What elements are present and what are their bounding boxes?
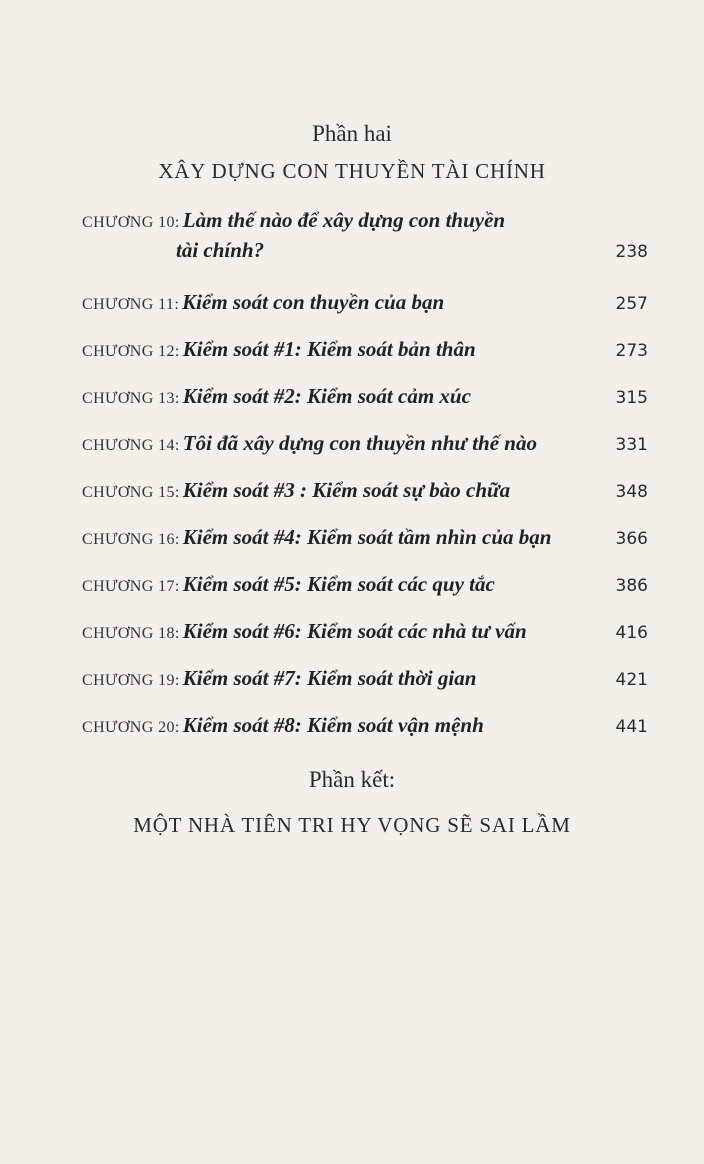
page-number: 348 — [615, 482, 648, 502]
page-number: 386 — [615, 576, 648, 596]
toc-entry-chapter-12 — [82, 337, 648, 367]
part-two-label: Phần hai — [312, 121, 392, 146]
chapter-title: Tôi đã xây dựng con thuyền như thế nào — [182, 431, 537, 455]
chapter-number: CHƯƠNG 13: — [82, 390, 180, 407]
chapter-title: Kiểm soát #4: Kiểm soát tầm nhìn của bạn — [182, 525, 552, 549]
page-number: 366 — [615, 529, 648, 549]
toc-entry-chapter-10 — [82, 208, 648, 268]
chapter-title: Kiểm soát #7: Kiểm soát thời gian — [182, 666, 477, 690]
toc-entry-chapter-17 — [82, 572, 648, 602]
chapter-number: CHƯƠNG 11: — [82, 296, 180, 313]
chapter-number: CHƯƠNG 15: — [82, 484, 180, 501]
chapter-title: Làm thế nào để xây dựng con thuyền — [182, 208, 506, 232]
chapter-title: Kiểm soát #8: Kiểm soát vận mệnh — [182, 713, 484, 737]
toc-entry-chapter-19 — [82, 666, 648, 696]
epilogue-label: Phần kết: — [308, 767, 396, 792]
chapter-number: CHƯƠNG 19: — [82, 672, 180, 689]
page-number: 421 — [615, 670, 648, 690]
chapter-title: Kiểm soát con thuyền của bạn — [182, 290, 445, 314]
chapter-title: Kiểm soát #6: Kiểm soát các nhà tư vấn — [182, 619, 527, 643]
chapter-number: CHƯƠNG 10: — [82, 214, 180, 231]
page-number: 238 — [615, 242, 648, 262]
toc-entry-chapter-16 — [82, 525, 648, 555]
toc-entry-chapter-13 — [82, 384, 648, 414]
page-number: 315 — [615, 388, 648, 408]
page-number: 416 — [615, 623, 648, 643]
chapter-number: CHƯƠNG 18: — [82, 625, 180, 642]
chapter-title: Kiểm soát #3 : Kiểm soát sự bào chữa — [182, 478, 511, 502]
chapter-title: Kiểm soát #1: Kiểm soát bản thân — [182, 337, 476, 361]
toc-entry-chapter-11 — [82, 290, 648, 320]
chapter-number: CHƯƠNG 20: — [82, 719, 180, 736]
page-number: 273 — [615, 341, 648, 361]
toc-entry-chapter-18 — [82, 619, 648, 649]
chapter-number: CHƯƠNG 12: — [82, 343, 180, 360]
chapter-title-continued: tài chính? — [176, 238, 265, 262]
chapter-title: Kiểm soát #5: Kiểm soát các quy tắc — [182, 572, 495, 596]
epilogue-title: MỘT NHÀ TIÊN TRI HY VỌNG SẼ SAI LẦM — [133, 813, 571, 837]
chapter-number: CHƯƠNG 17: — [82, 578, 180, 595]
page-number: 331 — [615, 435, 648, 455]
page-number: 441 — [615, 717, 648, 737]
toc-entry-chapter-14 — [82, 431, 648, 461]
chapter-title: Kiểm soát #2: Kiểm soát cảm xúc — [182, 384, 471, 408]
toc-entry-chapter-20 — [82, 713, 648, 743]
chapter-number: CHƯƠNG 14: — [82, 437, 180, 454]
toc-entry-chapter-15 — [82, 478, 648, 508]
page-number: 257 — [615, 294, 648, 314]
chapter-number: CHƯƠNG 16: — [82, 531, 180, 548]
part-two-title: XÂY DỰNG CON THUYỀN TÀI CHÍNH — [158, 159, 546, 183]
